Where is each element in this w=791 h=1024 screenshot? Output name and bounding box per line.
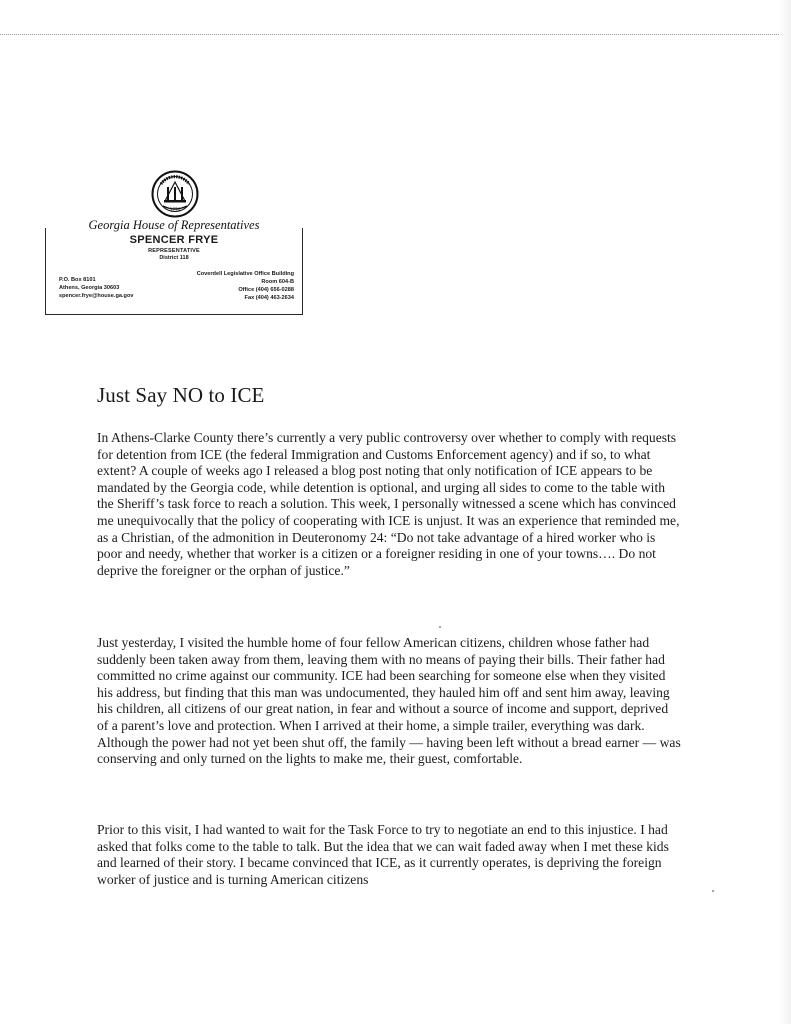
card-city: Athens, Georgia 30603 bbox=[59, 285, 120, 291]
card-title: REPRESENTATIVE bbox=[148, 248, 200, 254]
scan-speck bbox=[439, 626, 441, 628]
card-po-box: P.O. Box 8101 bbox=[59, 277, 96, 283]
business-card bbox=[45, 218, 303, 315]
article-headline: Just Say NO to ICE bbox=[97, 383, 265, 407]
scan-speck bbox=[712, 890, 714, 892]
svg-text:1776: 1776 bbox=[169, 207, 181, 212]
card-office-phone: Office (404) 656-0288 bbox=[238, 287, 294, 293]
card-email: spencer.frye@house.ga.gov bbox=[59, 293, 134, 299]
card-fax: Fax (404) 463-2634 bbox=[244, 295, 294, 301]
scan-page-edge bbox=[779, 0, 791, 1024]
card-room: Room 604-B bbox=[261, 279, 294, 285]
article-paragraph: Prior to this visit, I had wanted to wait for the Task Force to try to negotiate an end to this injustice. I had asked that folks come to the table to talk. But the idea that we can wait faded away when I met these kids and learned of their story. I became convinced that ICE, as it currently operates, is depriving the foreign worker of justice and is turning American citizens bbox=[97, 822, 669, 887]
georgia-state-seal-icon bbox=[151, 170, 199, 218]
scan-artifact-line bbox=[0, 34, 791, 35]
card-district: District 118 bbox=[159, 255, 189, 261]
card-name: SPENCER FRYE bbox=[129, 234, 219, 246]
card-organization: Georgia House of Representatives bbox=[88, 218, 260, 232]
card-building: Coverdell Legislative Office Building bbox=[196, 271, 294, 277]
card-mailing-address bbox=[59, 276, 133, 300]
article-paragraph: In Athens-Clarke County there’s currently a very public controversy over whether to comply with requests for detention from ICE (the federal Immigration and Customs Enforcement agency) and if so, to what extent? A couple of weeks ago I released a blog post noting that only notification of ICE appears to be mandated by the Georgia code, while detention is optional, and urging all sides to come to the table with the Sheriff’s task force to reach a solution. This week, I personally witnessed a scene which has convinced me unequivocally that the policy of cooperating with ICE is unjust. It was an experience that reminded me, as a Christian, of the admonition in Deuteronomy 24: “Do not take advantage of a hired worker who is poor and needy, whether that worker is a citizen or a foreigner residing in one of your towns…. Do not deprive the foreigner or the orphan of justice.” bbox=[97, 430, 680, 578]
article-paragraph: Just yesterday, I visited the humble home of four fellow American citizens, children whose father had suddenly been taken away from them, leaving them with no means of paying their bills. Their father had committed no crime against our community. ICE had been searching for someone else when they visited his address, but finding that this man was undocumented, they hauled him off and sent him away, leaving his children, all citizens of our great nation, in fear and without a source of income and support, deprived of a parent’s love and protection. When I arrived at their home, a simple trailer, everything was dark. Although the power had not yet been shut off, the family — having been left without a bread earner — was conserving and only turned on the lights to make me, their guest, comfortable. bbox=[97, 635, 681, 767]
card-office-address bbox=[197, 270, 294, 302]
